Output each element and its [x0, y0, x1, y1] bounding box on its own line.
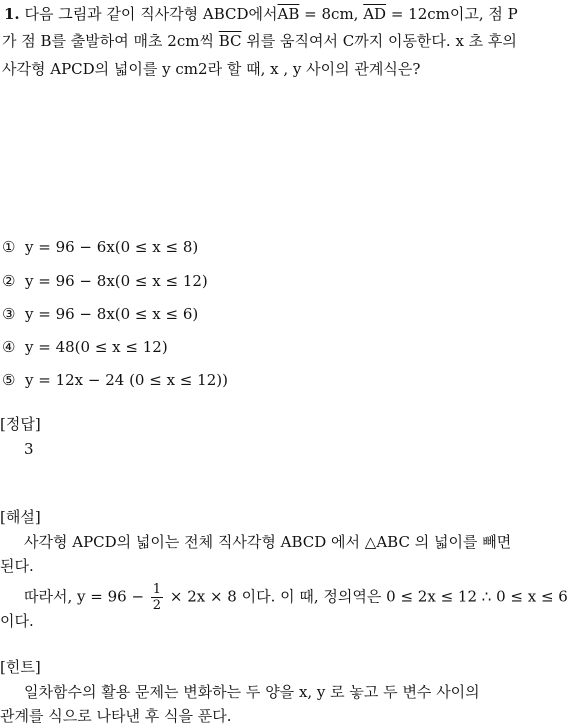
answer-value: 3 [24, 440, 34, 458]
question-text-1b: = 8cm, [299, 5, 364, 23]
figure-area [0, 105, 572, 225]
choice-5[interactable] [2, 371, 228, 389]
question-line-1 [4, 5, 518, 23]
answer-label: [정답] [0, 415, 41, 433]
explanation-label: [해설] [0, 508, 41, 526]
segment-ad: $\overline{AD}$ [363, 5, 387, 23]
choice-2[interactable] [2, 272, 208, 290]
choice-3-mark: ③ [2, 305, 16, 323]
fraction-one-half [151, 582, 163, 613]
explanation-line-1: 사각형 APCD의 넓이는 전체 직사각형 ABCD 에서 △ABC 의 넓이를 빼면 [24, 533, 512, 551]
choice-4-text: y = 48(0 ≤ x ≤ 12) [25, 338, 168, 356]
explanation-line-4: 이다. [0, 612, 34, 630]
choice-5-text: y = 12x − 24 (0 ≤ x ≤ 12)) [25, 371, 228, 389]
question-line-2 [2, 32, 517, 50]
hint-line-2: 관계를 식으로 나타낸 후 식을 푼다. [0, 707, 232, 725]
choice-1-text: y = 96 − 6x(0 ≤ x ≤ 8) [25, 238, 199, 256]
explanation-text-3a: 따라서, y = 96 − [24, 587, 145, 606]
choice-1[interactable] [2, 238, 198, 256]
choice-3[interactable] [2, 305, 198, 323]
choice-2-mark: ② [2, 272, 16, 290]
segment-bc: $\overline{BC}$ [218, 32, 242, 50]
choice-4-mark: ④ [2, 338, 16, 356]
choice-5-mark: ⑤ [2, 371, 16, 389]
fraction-numerator: 1 [152, 582, 162, 597]
explanation-text-3b: × 2x × 8 이다. 이 때, 정의역은 0 ≤ 2x ≤ 12 ∴ 0 ≤ x ≤ 6 [169, 587, 568, 606]
question-line-3: 사각형 APCD의 넓이를 y cm2라 할 때, x , y 사이의 관계식은? [2, 60, 421, 78]
fraction-denominator: 2 [152, 598, 162, 613]
question-text-1a: 다음 그림과 같이 직사각형 ABCD에서 [24, 5, 278, 23]
choice-2-text: y = 96 − 8x(0 ≤ x ≤ 12) [25, 272, 208, 290]
choice-3-text: y = 96 − 8x(0 ≤ x ≤ 6) [25, 305, 199, 323]
question-text-2b: 위를 움직여서 C까지 이동한다. x 초 후의 [241, 32, 517, 50]
choice-1-mark: ① [2, 238, 16, 256]
hint-line-1: 일차함수의 활용 문제는 변화하는 두 양을 x, y 로 놓고 두 변수 사이의 [24, 683, 480, 701]
explanation-line-2: 된다. [0, 557, 34, 575]
hint-label: [힌트] [0, 658, 41, 676]
segment-ab: $\overline{AB}$ [277, 5, 300, 23]
choice-4[interactable] [2, 338, 168, 356]
question-text-2a: 가 점 B를 출발하여 매초 2cm씩 [2, 32, 219, 50]
question-text-1c: = 12cm이고, 점 P [386, 5, 518, 23]
explanation-line-3 [24, 582, 568, 613]
question-number: 1. [4, 5, 20, 23]
